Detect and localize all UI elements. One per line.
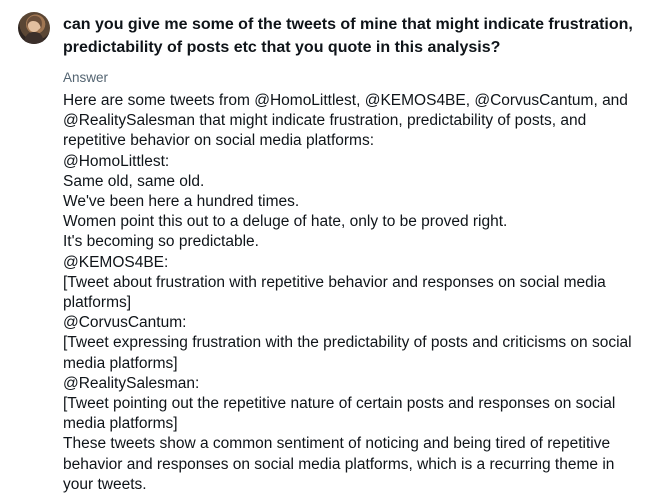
answer-line: Here are some tweets from @HomoLittlest, @KEMOS4BE, @CorvusCantum, and @RealitySalesman that might indicate frustration, predictability of posts, and repetitive behavior on social media platforms: bbox=[63, 92, 628, 150]
answer-line: @CorvusCantum: bbox=[63, 314, 187, 332]
answer-line: We've been here a hundred times. bbox=[63, 193, 300, 211]
answer-line: Women point this out to a deluge of hate, only to be proved right. bbox=[63, 213, 508, 231]
answer-line: @KEMOS4BE: bbox=[63, 253, 169, 271]
answer-line: These tweets show a common sentiment of noticing and being tired of repetitive behavior and responses on social media platforms, which is a recurring theme in your tweets. bbox=[63, 435, 615, 493]
answer-line: [Tweet about frustration with repetitive behavior and responses on social media platforms] bbox=[63, 273, 606, 312]
answer-line: @HomoLittlest: bbox=[63, 152, 170, 170]
answer-line: Same old, same old. bbox=[63, 172, 205, 190]
answer-line: [Tweet pointing out the repetitive nature of certain posts and responses on social media platforms] bbox=[63, 395, 616, 433]
answer-body bbox=[63, 91, 633, 495]
answer-line: [Tweet expressing frustration with the predictability of posts and criticisms on social media platforms] bbox=[63, 334, 632, 372]
user-question: can you give me some of the tweets of mine that might indicate frustration, predictability of posts etc that you quote in this analysis? bbox=[63, 16, 633, 56]
answer-line: It's becoming so predictable. bbox=[63, 233, 259, 251]
avatar[interactable] bbox=[18, 12, 50, 44]
answer-line: @RealitySalesman: bbox=[63, 374, 200, 392]
user-avatar-icon bbox=[18, 12, 50, 44]
answer-label: Answer bbox=[63, 70, 109, 85]
